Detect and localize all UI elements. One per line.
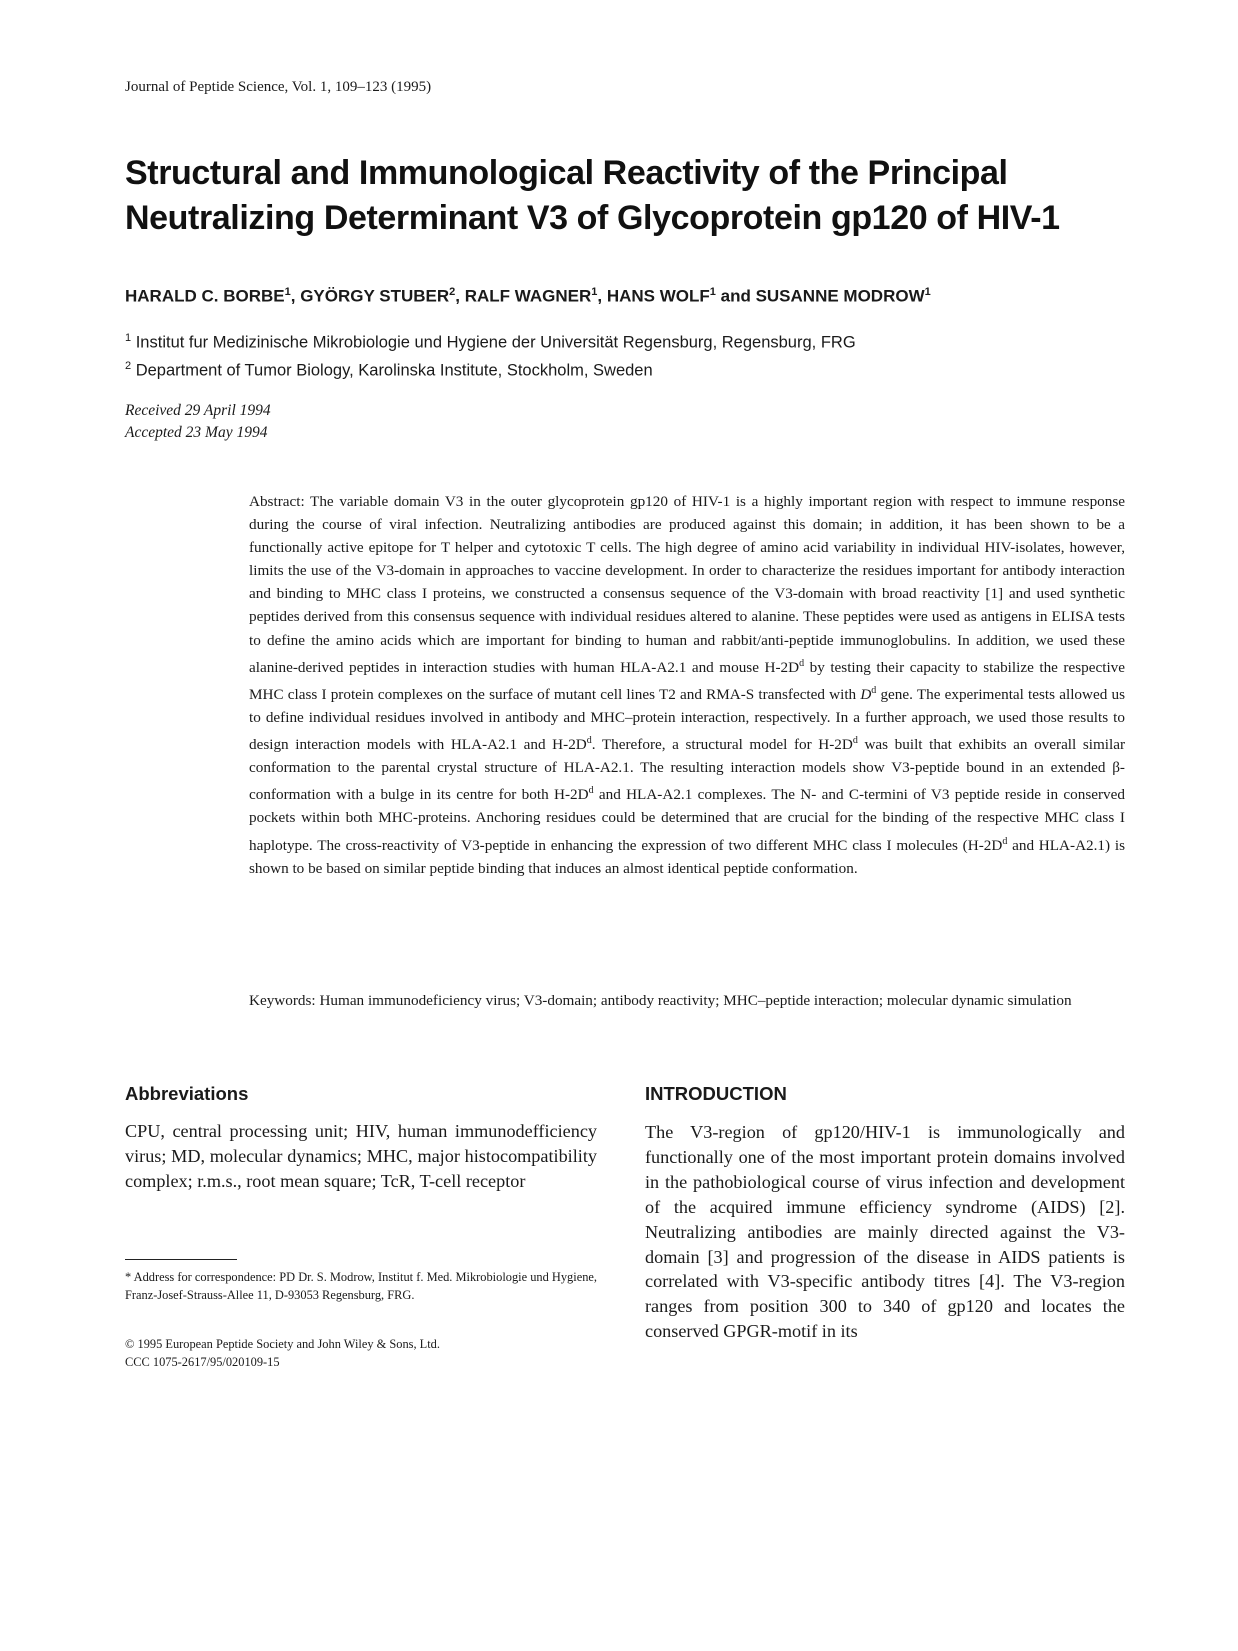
author-name: HARALD C. BORBE xyxy=(125,286,285,306)
author-affiliation-mark: 1 xyxy=(709,286,716,298)
author-affiliation-mark: 1 xyxy=(591,286,598,298)
superscript: d xyxy=(588,785,594,797)
correspondence-footnote: * Address for correspondence: PD Dr. S. Modrow, Institut f. Med. Mikrobiologie und Hygiene, Franz-Josef-Strauss-Allee 11, D-93053 Regensburg, FRG. xyxy=(125,1270,597,1302)
author-separator: , xyxy=(290,286,301,306)
abstract-text: gene. The experimental tests allowed us to define individual residues involved in antibody and MHC–protein interaction, respectively. In a further approach, we used those results to design interaction models with HLA-A2.1 and H-2D xyxy=(249,685,1125,754)
author-name: SUSANNE MODROW xyxy=(755,286,925,306)
author-separator: , xyxy=(597,286,607,306)
author-name: RALF WAGNER xyxy=(464,286,592,306)
accepted-date: Accepted 23 May 1994 xyxy=(125,424,268,441)
introduction-text: The V3-region of gp120/HIV-1 is immunologically and functionally one of the most important protein domains involved in the pathobiological course of virus infection and development of the acquired immune efficiency syndrome (AIDS) [2]. Neutralizing antibodies are mainly directed against the V3-domain [3] and progression of the disease in AIDS patients is correlated with V3-specific antibody titres [4]. The V3-region ranges from position 300 to 340 of gp120 and locates the conserved GPGR-motif in its xyxy=(645,1122,1125,1342)
ccc-code: CCC 1075-2617/95/020109-15 xyxy=(125,1354,280,1369)
introduction-heading: INTRODUCTION xyxy=(645,1083,787,1104)
affiliation-1 xyxy=(125,327,1155,355)
affiliation-mark: 2 xyxy=(125,359,132,372)
journal-citation: Journal of Peptide Science, Vol. 1, 109–123 (1995) xyxy=(125,79,432,95)
keywords: Keywords: Human immunodeficiency virus; V3-domain; antibody reactivity; MHC–peptide interaction; molecular dynamic simulation xyxy=(249,992,1072,1009)
article-dates xyxy=(125,400,271,444)
author-affiliation-mark: 1 xyxy=(284,286,291,298)
author-name: HANS WOLF xyxy=(606,286,710,306)
author-affiliation-mark: 2 xyxy=(449,286,456,298)
abstract-text: by testing their capacity to stabilize the respective MHC class I protein complexes on the surface of mutant cell lines T2 and RMA-S transfected with xyxy=(249,658,1125,703)
superscript: d xyxy=(586,735,592,747)
affiliation-2 xyxy=(125,355,1155,383)
abstract-text: Abstract: The variable domain V3 in the outer glycoprotein gp120 of HIV-1 is a highly important region with respect to immune response during the course of viral infection. Neutralizing antibodies are produced against this domain; in addition, it has been shown to be a functionally active epitope for T helper and cytotoxic T cells. The high degree of amino acid variability in individual HIV-isolates, however, limits the use of the V3-domain in approaches to vaccine development. In order to characterize the residues important for antibody interaction and binding to MHC class I proteins, we constructed a consensus sequence of the V3-domain with broad reactivity [1] and used synthetic peptides derived from this consensus sequence with individual residues altered to alanine. These peptides were used as antigens in ELISA tests to define the amino acids which are important for binding to human and rabbit/anti-peptide immunoglobulins. In addition, we used these alanine-derived peptides in interaction studies with human HLA-A2.1 and mouse H-2D xyxy=(249,493,1125,676)
superscript: d xyxy=(1002,835,1008,847)
copyright-line: © 1995 European Peptide Society and John Wiley & Sons, Ltd. xyxy=(125,1337,440,1351)
article-title xyxy=(125,151,1145,241)
abbreviations-text: CPU, central processing unit; HIV, human immunodefficiency virus; MD, molecular dynamics; MHC, major histocompatibility complex; r.m.s., root mean square; TcR, T-cell receptor xyxy=(125,1121,597,1191)
superscript: d xyxy=(852,735,858,747)
abstract-text: and HLA-A2.1 complexes. The N- and C-termini of V3 peptide reside in conserved pockets within both MHC-proteins. Anchoring residues could be determined that are crucial for the binding of the respective MHC class I haplotype. The cross-reactivity of V3-peptide in enhancing the expression of two different MHC class I molecules (H-2D xyxy=(249,786,1125,854)
footnote-divider xyxy=(125,1259,237,1260)
affiliation-text: Department of Tumor Biology, Karolinska Institute, Stockholm, Sweden xyxy=(135,361,653,379)
superscript: d xyxy=(871,684,877,696)
abstract-text: . Therefore, a structural model for H-2D xyxy=(591,736,853,754)
received-date: Received 29 April 1994 xyxy=(125,402,271,419)
author-name: GYÖRGY STUBER xyxy=(300,286,450,306)
abstract-text: was built that exhibits an overall similar conformation to the parental crystal structure of HLA-A2.1. The resulting interaction models show V3-peptide bound in an extended β-conformation with a bulge in its centre for both H-2D xyxy=(249,736,1126,804)
copyright-notice xyxy=(125,1336,597,1371)
title-line-1: Structural and Immunological Reactivity of the Principal xyxy=(125,154,1008,192)
title-line-2: Neutralizing Determinant V3 of Glycoprotein gp120 of HIV-1 xyxy=(125,199,1060,237)
superscript: d xyxy=(799,657,805,669)
author-separator: , xyxy=(455,286,465,306)
affiliations xyxy=(125,327,1155,382)
abstract-text: and HLA-A2.1) is shown to be based on similar peptide binding that induces an almost identical peptide conformation. xyxy=(249,836,1125,877)
affiliation-mark: 1 xyxy=(125,332,132,344)
author-list xyxy=(125,286,1155,307)
abstract-text: D xyxy=(860,685,872,703)
author-affiliation-mark: 1 xyxy=(924,286,931,298)
author-separator: and xyxy=(715,286,756,306)
abbreviations-heading: Abbreviations xyxy=(125,1083,249,1104)
affiliation-text: Institut fur Medizinische Mikrobiologie und Hygiene der Universität Regensburg, Regensburg, FRG xyxy=(135,333,856,352)
abstract xyxy=(249,490,1125,880)
